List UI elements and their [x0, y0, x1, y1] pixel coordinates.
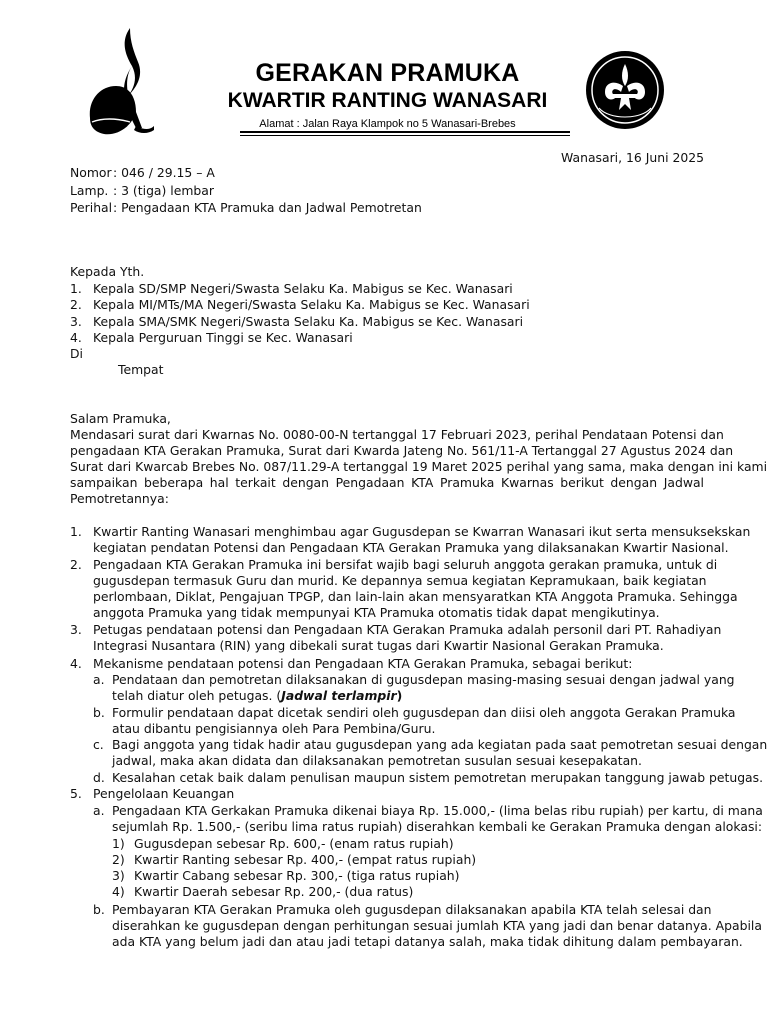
allocation-num: 4): [112, 884, 125, 899]
point-number: 4.: [70, 656, 82, 671]
allocation-item: Gugusdepan sebesar Rp. 600,- (enam ratus rupiah): [134, 836, 454, 851]
intro-line: Mendasari surat dari Kwarnas No. 0080-00-N tertanggal 17 Februari 2023, perihal Pendataan Potensi dan: [70, 427, 724, 442]
point-number: 1.: [70, 524, 82, 539]
recipient-intro: Kepada Yth.: [70, 264, 145, 279]
letterhead-divider-thin: [240, 135, 570, 136]
allocation-num: 2): [112, 852, 125, 867]
point-line: Kwartir Ranting Wanasari menghimbau agar Gugusdepan se Kwarran Wanasari ikut serta mensuksekskan: [93, 524, 751, 539]
recipient-num: 1.: [70, 281, 82, 296]
tunas-kelapa-logo-icon: [86, 26, 156, 138]
allocation-num: 1): [112, 836, 125, 851]
greeting: Salam Pramuka,: [70, 411, 171, 426]
recipient-num: 4.: [70, 330, 82, 345]
intro-line: sampaikan beberapa hal terkait dengan Pengadaan KTA Pramuka Kwarnas berikut dengan Jadwal: [70, 475, 704, 490]
point-line: gugusdepan termasuk Guru dan murid. Ke depannya semua kegiatan Kepramukaan, baik kegiatan: [93, 573, 707, 588]
sub-line: atau dibantu pengisiannya oleh Para Pembina/Guru.: [112, 721, 436, 736]
meta-label-lamp: Lamp.: [70, 183, 109, 198]
meta-value-perihal: : Pengadaan KTA Pramuka dan Jadwal Pemotretan: [113, 200, 422, 215]
point-number: 3.: [70, 622, 82, 637]
sub-label: a.: [93, 672, 105, 687]
unit-title: KWARTIR RANTING WANASARI: [227, 89, 548, 112]
letter-date: Wanasari, 16 Juni 2025: [561, 150, 704, 165]
point-line: Integrasi Nusantara (RIN) yang dibekali surat tugas dari Kwartir Nasional Gerakan Pramuka.: [93, 638, 664, 653]
recipient-tempat: Tempat: [118, 362, 164, 377]
recipient-num: 2.: [70, 297, 82, 312]
meta-value-lamp: : 3 (tiga) lembar: [113, 183, 214, 198]
sub-line: telah diatur oleh petugas. (Jadwal terlampir): [112, 688, 403, 703]
intro-line: Surat dari Kwarcab Brebes No. 087/11.29-A tertanggal 19 Maret 2025 perihal yang sama, maka dengan ini kami: [70, 459, 768, 474]
point-number: 5.: [70, 786, 82, 801]
org-title: GERAKAN PRAMUKA: [255, 59, 520, 87]
intro-line: pengadaan KTA Gerakan Pramuka, Surat dari Kwarda Jateng No. 561/11-A Tertanggal 27 Agustus 2024 dan: [70, 443, 734, 458]
sub-line: Kesalahan cetak baik dalam penulisan maupun sistem pemotretan merupakan tanggung jawab petugas.: [112, 770, 764, 785]
sub-line: sejumlah Rp. 1.500,- (seribu lima ratus rupiah) diserahkan kembali ke Gerakan Pramuka dengan alokasi:: [112, 819, 763, 834]
recipient-item: Kepala MI/MTs/MA Negeri/Swasta Selaku Ka. Mabigus se Kec. Wanasari: [93, 297, 530, 312]
sub-label: b.: [93, 705, 105, 720]
sub-label: d.: [93, 770, 105, 785]
point-line: perlombaan, Diklat, Pengajuan TPGP, dan lain-lain akan mensyaratkan KTA Anggota Pramuka. Sehingga: [93, 589, 738, 604]
sub-line: Bagi anggota yang tidak hadir atau gugusdepan yang ada kegiatan pada saat pemotretan sesuai dengan: [112, 737, 768, 752]
sub-line: Pengadaan KTA Gerkakan Pramuka dikenai biaya Rp. 15.000,- (lima belas ribu rupiah) per kartu, di mana: [112, 803, 763, 818]
recipient-item: Kepala SD/SMP Negeri/Swasta Selaku Ka. Mabigus se Kec. Wanasari: [93, 281, 513, 296]
recipient-item: Kepala SMA/SMK Negeri/Swasta Selaku Ka. Mabigus se Kec. Wanasari: [93, 314, 524, 329]
allocation-num: 3): [112, 868, 125, 883]
meta-label-nomor: Nomor: [70, 165, 112, 180]
point-line: Mekanisme pendataan potensi dan Pengadaan KTA Gerakan Pramuka, sebagai berikut:: [93, 656, 633, 671]
sub-line: jadwal, maka akan didata dan dilaksanakan pemotretan susulan sesuai kesepakatan.: [112, 753, 642, 768]
allocation-item: Kwartir Daerah sebesar Rp. 200,- (dua ratus): [134, 884, 414, 899]
sub-line: Pembayaran KTA Gerakan Pramuka oleh gugusdepan dilaksanakan apabila KTA telah selesai dan: [112, 902, 712, 917]
recipient-num: 3.: [70, 314, 82, 329]
recipient-di: Di: [70, 346, 83, 361]
point-number: 2.: [70, 557, 82, 572]
allocation-item: Kwartir Cabang sebesar Rp. 300,- (tiga ratus rupiah): [134, 868, 460, 883]
allocation-item: Kwartir Ranting sebesar Rp. 400,- (empat ratus rupiah): [134, 852, 477, 867]
meta-label-perihal: Perihal: [70, 200, 113, 215]
kwarnas-emblem-icon: [585, 50, 665, 130]
point-line: Petugas pendataan potensi dan Pengadaan KTA Gerakan Pramuka adalah personil dari PT. Rahadiyan: [93, 622, 722, 637]
sub-line: Formulir pendataan dapat dicetak sendiri oleh gugusdepan dan diisi oleh anggota Gerakan Pramuka: [112, 705, 736, 720]
point-line: anggota Pramuka yang tidak mempunyai KTA Pramuka otomatis tidak dapat mengikutinya.: [93, 605, 660, 620]
sub-label: c.: [93, 737, 104, 752]
sub-line: diserahkan ke gugusdepan dengan perhitungan sesuai jumlah KTA yang jadi dan benar datanya. Apabila: [112, 918, 762, 933]
address-line: Alamat : Jalan Raya Klampok no 5 Wanasari-Brebes: [259, 118, 516, 130]
sub-label: b.: [93, 902, 105, 917]
meta-value-nomor: : 046 / 29.15 – A: [113, 165, 215, 180]
sub-line: ada KTA yang belum jadi dan atau jadi tetapi datanya salah, maka tidak dihitung dalam pembayaran.: [112, 934, 743, 949]
point-line: Pengelolaan Keuangan: [93, 786, 235, 801]
sub-line: Pendataan dan pemotretan dilaksanakan di gugusdepan masing-masing sesuai dengan jadwal yang: [112, 672, 735, 687]
point-line: Pengadaan KTA Gerakan Pramuka ini bersifat wajib bagi seluruh anggota gerakan pramuka, untuk di: [93, 557, 718, 572]
intro-line: Pemotretannya:: [70, 491, 169, 506]
jadwal-terlampir-emphasis: Jadwal terlampir: [281, 688, 397, 703]
point-line: kegiatan pendatan Potensi dan Pengadaan KTA Gerakan Pramuka yang dilaksanakan Kwartir Nasional.: [93, 540, 729, 555]
sub-label: a.: [93, 803, 105, 818]
recipient-item: Kepala Perguruan Tinggi se Kec. Wanasari: [93, 330, 353, 345]
letterhead-divider: [240, 131, 570, 133]
